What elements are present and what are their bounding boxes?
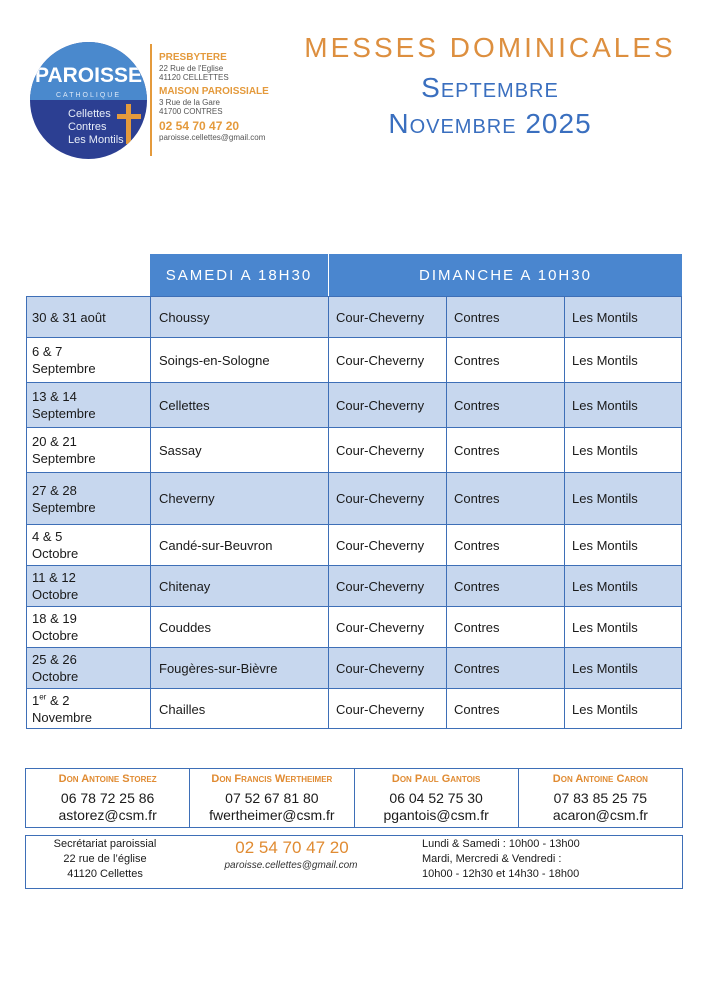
maison-address-line2: 41700 CONTRES (159, 107, 223, 116)
saturday-location: Choussy (159, 309, 210, 325)
sunday-location-2: Contres (454, 701, 500, 717)
sunday-location-1: Cour-Cheverny (336, 352, 425, 368)
hours-line1: Lundi & Samedi : 10h00 - 13h00 (422, 838, 580, 850)
sunday-location-1: Cour-Cheverny (336, 442, 425, 458)
date-month: Octobre (32, 628, 79, 643)
page-subtitle-start: Septembre (421, 72, 559, 103)
sunday-location-3: Les Montils (572, 578, 638, 594)
page-title: MESSES DOMINICALES (304, 32, 676, 63)
logo-name-les-montils: Les Montils (68, 134, 124, 146)
date-cell (32, 566, 146, 606)
table-row (26, 688, 682, 729)
date-month: Novembre (32, 710, 92, 725)
priests-box (25, 768, 683, 828)
sunday-location-1: Cour-Cheverny (336, 660, 425, 676)
table-row (26, 524, 682, 565)
priest-phone: 07 52 67 81 80 (225, 790, 319, 806)
secretariat-address (42, 837, 168, 882)
date-month: Octobre (32, 669, 79, 684)
date-days: 4 & 5 (32, 529, 63, 544)
date-month: Septembre (32, 499, 96, 515)
cross-icon (117, 104, 141, 144)
sunday-location-1: Cour-Cheverny (336, 309, 425, 325)
logo-name-cellettes: Cellettes (68, 108, 111, 120)
date-days: 6 & 7 (32, 344, 63, 359)
table-row (26, 296, 682, 337)
sunday-location-3: Les Montils (572, 352, 638, 368)
saturday-location: Chailles (159, 701, 206, 717)
date-month: Septembre (32, 406, 96, 421)
contact-email[interactable]: paroisse.cellettes@gmail.com (159, 133, 266, 142)
priest-email[interactable]: fwertheimer@csm.fr (209, 807, 335, 823)
maison-address-line1: 3 Rue de la Gare (159, 98, 220, 107)
sunday-location-2: Contres (454, 491, 500, 506)
logo-subtitle: CATHOLIQUE (56, 92, 121, 99)
sunday-location-3: Les Montils (572, 701, 638, 717)
secretariat-street: 22 rue de l’église (63, 853, 147, 865)
date-cell (32, 473, 146, 524)
secretariat-label: Secrétariat paroissial (53, 838, 157, 850)
sunday-location-3: Les Montils (572, 537, 638, 553)
saturday-location: Fougères-sur-Bièvre (159, 660, 278, 676)
sunday-location-3: Les Montils (572, 309, 638, 325)
priest-email[interactable]: acaron@csm.fr (552, 807, 648, 823)
sunday-location-3: Les Montils (572, 397, 638, 413)
mass-schedule-table (26, 254, 682, 729)
priest-name: Don Francis Wertheimer (211, 773, 333, 785)
presbytere-address-line2: 41120 CELLETTES (159, 73, 229, 82)
date-days: 27 & 28 (32, 482, 77, 498)
secretariat-phone: 02 54 70 47 20 (235, 838, 349, 857)
date-cell (32, 297, 146, 337)
sunday-location-2: Contres (454, 660, 500, 676)
table-row (26, 337, 682, 382)
presbytere-address-line1: 22 Rue de l'Eglise (159, 64, 224, 73)
priest-card (26, 769, 190, 827)
saturday-location: Soings-en-Sologne (159, 352, 270, 368)
priest-card (190, 769, 354, 827)
saturday-location: Cheverny (159, 491, 215, 506)
sunday-location-2: Contres (454, 578, 500, 594)
sunday-location-1: Cour-Cheverny (336, 578, 425, 594)
date-cell (32, 607, 146, 647)
opening-hours (422, 837, 580, 882)
date-days: 1er & 2 (32, 692, 70, 708)
date-days: 13 & 14 (32, 389, 77, 404)
sunday-location-1: Cour-Cheverny (336, 701, 425, 717)
table-header (26, 254, 682, 296)
logo-name-contres: Contres (68, 121, 107, 133)
hours-line3: 10h00 - 12h30 et 14h30 - 18h00 (422, 868, 580, 880)
date-month: Septembre (32, 361, 96, 376)
date-days: 20 & 21 (32, 434, 77, 449)
date-days: 18 & 19 (32, 611, 77, 626)
header-sunday: DIMANCHE A 10H30 (329, 254, 682, 296)
sunday-location-2: Contres (454, 442, 500, 458)
table-row (26, 565, 682, 606)
parish-logo (30, 42, 147, 159)
logo-title: PAROISSE (35, 64, 142, 87)
page-subtitle-end: Novembre 2025 (388, 108, 592, 139)
date-cell (32, 525, 146, 565)
sunday-location-3: Les Montils (572, 619, 638, 635)
date-cell (32, 648, 146, 688)
sunday-location-3: Les Montils (572, 442, 638, 458)
secretariat-city: 41120 Cellettes (67, 868, 143, 880)
priest-card (519, 769, 682, 827)
sunday-location-3: Les Montils (572, 660, 638, 676)
maison-paroissiale-label: MAISON PAROISSIALE (159, 86, 269, 97)
priest-name: Don Paul Gantois (391, 773, 481, 785)
sunday-location-2: Contres (454, 537, 500, 553)
date-month: Octobre (32, 546, 79, 561)
date-cell (32, 383, 146, 427)
saturday-location: Chitenay (159, 578, 211, 594)
table-row (26, 472, 682, 524)
date-month: Septembre (32, 451, 96, 466)
sunday-location-2: Contres (454, 397, 500, 413)
priest-card (355, 769, 519, 827)
sunday-location-1: Cour-Cheverny (336, 491, 425, 506)
saturday-location: Cellettes (159, 397, 210, 413)
date-cell (32, 689, 146, 729)
saturday-location: Sassay (159, 442, 202, 458)
sunday-location-2: Contres (454, 309, 500, 325)
hours-line2: Mardi, Mercredi & Vendredi : (422, 853, 562, 865)
sunday-location-3: Les Montils (572, 491, 638, 506)
priest-phone: 06 04 52 75 30 (389, 790, 483, 806)
table-body (26, 296, 682, 729)
header-divider (150, 44, 152, 156)
presbytere-label: PRESBYTERE (159, 52, 227, 63)
secretariat-box (25, 835, 683, 889)
priest-name: Don Antoine Storez (58, 773, 157, 785)
sunday-location-1: Cour-Cheverny (336, 537, 425, 553)
date-month: Octobre (32, 587, 79, 602)
header-saturday: SAMEDI A 18H30 (150, 254, 328, 296)
priest-phone: 07 83 85 25 75 (553, 790, 648, 806)
sunday-location-2: Contres (454, 352, 500, 368)
sunday-location-1: Cour-Cheverny (336, 397, 425, 413)
priest-name: Don Antoine Caron (552, 773, 648, 785)
priest-email[interactable]: astorez@csm.fr (58, 807, 157, 823)
saturday-location: Couddes (159, 619, 212, 635)
date-cell (32, 428, 146, 472)
contact-phone: 02 54 70 47 20 (159, 119, 240, 133)
sunday-location-2: Contres (454, 619, 500, 635)
priest-phone: 06 78 72 25 86 (60, 790, 155, 806)
table-row (26, 382, 682, 427)
sunday-location-1: Cour-Cheverny (336, 619, 425, 635)
date-cell (32, 338, 146, 382)
saturday-location: Candé-sur-Beuvron (159, 537, 273, 553)
table-row (26, 606, 682, 647)
date-days: 30 & 31 août (32, 309, 106, 325)
date-days: 25 & 26 (32, 652, 77, 667)
secretariat-email[interactable]: paroisse.cellettes@gmail.com (224, 860, 358, 871)
table-row (26, 647, 682, 688)
table-row (26, 427, 682, 472)
contact-block (159, 52, 269, 142)
logo-parish-names (68, 108, 124, 147)
date-days: 11 & 12 (32, 570, 76, 585)
priest-email[interactable]: pgantois@csm.fr (383, 807, 489, 823)
